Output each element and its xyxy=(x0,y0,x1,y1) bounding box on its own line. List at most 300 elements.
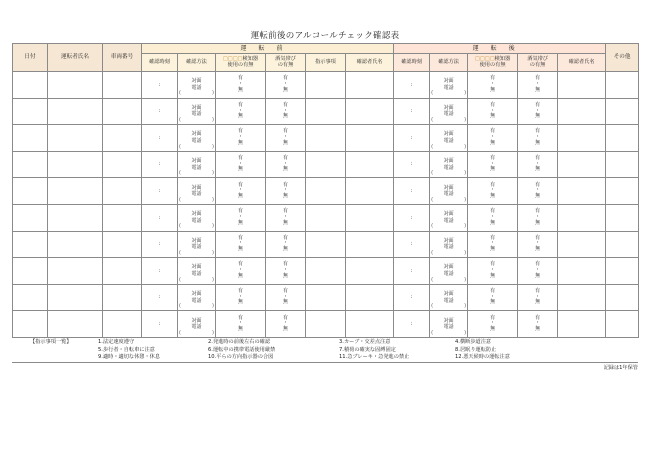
option-dot: ・ xyxy=(535,160,541,167)
alcohol-line1: 酒気帯び xyxy=(527,55,548,62)
after-time-cell[interactable] xyxy=(394,204,430,231)
paren-open: ( xyxy=(431,116,434,123)
yes-option: 有 xyxy=(490,314,496,321)
after-confirmer-cell[interactable] xyxy=(558,284,606,311)
after-confirmer-cell[interactable] xyxy=(558,72,606,99)
instruction-item: 1.法定速度遵守 xyxy=(98,339,135,345)
vehicle-no-cell[interactable] xyxy=(103,284,142,311)
before-time-cell[interactable] xyxy=(142,258,178,285)
paren-close: ) xyxy=(212,116,214,123)
instruction-item: 4.横断歩道注意 xyxy=(455,339,492,345)
option-dot: ・ xyxy=(490,267,496,274)
instructions-cell[interactable] xyxy=(306,258,346,285)
yes-option: 有 xyxy=(535,234,541,241)
yes-option: 有 xyxy=(237,261,243,268)
option-dot: ・ xyxy=(282,213,288,220)
paren-close: ) xyxy=(212,303,214,310)
method-in-person: 対面 xyxy=(443,264,454,271)
option-dot: ・ xyxy=(237,187,243,194)
paren-open: ( xyxy=(179,249,181,256)
instruction-item: 6.運転中の携帯電話使用厳禁 xyxy=(208,346,276,353)
after-method-cell[interactable] xyxy=(430,231,468,258)
no-option: 無 xyxy=(490,246,496,253)
before-time-cell[interactable] xyxy=(142,204,178,231)
method-in-person: 対面 xyxy=(443,78,454,85)
after-method-cell[interactable] xyxy=(430,204,468,231)
no-option: 無 xyxy=(490,86,496,93)
method-in-person: 対面 xyxy=(191,237,202,244)
after-detector-cell[interactable] xyxy=(468,204,518,231)
yes-option: 有 xyxy=(490,208,496,215)
yes-option: 有 xyxy=(282,234,288,241)
no-option: 無 xyxy=(535,86,541,93)
before-time-cell[interactable] xyxy=(142,151,178,178)
before-method-cell[interactable] xyxy=(178,258,216,285)
before-time-cell[interactable] xyxy=(142,98,178,125)
time-separator: : xyxy=(158,188,161,195)
other-cell[interactable] xyxy=(606,284,639,311)
time-separator: : xyxy=(158,241,161,248)
before-alcohol-cell[interactable] xyxy=(266,125,306,152)
before-time-cell[interactable] xyxy=(142,311,178,338)
after-detector-cell[interactable] xyxy=(468,178,518,205)
option-dot: ・ xyxy=(282,293,288,300)
before-confirmer-cell[interactable] xyxy=(346,284,394,311)
date-cell[interactable] xyxy=(13,151,48,178)
no-option: 無 xyxy=(535,193,541,200)
vehicle-no-cell[interactable] xyxy=(103,98,142,125)
driver-name-cell[interactable] xyxy=(48,284,103,311)
before-confirmer-cell[interactable] xyxy=(346,258,394,285)
no-option: 無 xyxy=(282,246,288,253)
paren-open: ( xyxy=(431,223,434,230)
after-time-cell[interactable] xyxy=(394,151,430,178)
other-cell[interactable] xyxy=(606,98,639,125)
header-before-alcohol xyxy=(266,54,306,72)
instructions-cell[interactable] xyxy=(306,311,346,338)
before-detector-cell[interactable] xyxy=(216,204,266,231)
before-confirmer-cell[interactable] xyxy=(346,204,394,231)
before-method-cell[interactable] xyxy=(178,284,216,311)
other-cell[interactable] xyxy=(606,204,639,231)
other-cell[interactable] xyxy=(606,125,639,152)
no-option: 無 xyxy=(535,219,541,226)
after-method-cell[interactable] xyxy=(430,284,468,311)
after-alcohol-cell[interactable] xyxy=(518,231,558,258)
driver-name-cell[interactable] xyxy=(48,178,103,205)
option-dot: ・ xyxy=(490,320,496,327)
after-time-cell[interactable] xyxy=(394,72,430,99)
method-phone: 電話 xyxy=(443,297,454,304)
no-option: 無 xyxy=(490,139,496,146)
yes-option: 有 xyxy=(282,287,288,294)
option-dot: ・ xyxy=(535,240,541,247)
yes-option: 有 xyxy=(282,154,288,161)
option-dot: ・ xyxy=(535,107,541,114)
after-detector-cell[interactable] xyxy=(468,98,518,125)
after-method-cell[interactable] xyxy=(430,178,468,205)
before-detector-cell[interactable] xyxy=(216,125,266,152)
no-option: 無 xyxy=(490,219,496,226)
instructions-cell[interactable] xyxy=(306,151,346,178)
instruction-item: 8.居眠り運転防止 xyxy=(455,346,497,353)
option-dot: ・ xyxy=(535,213,541,220)
yes-option: 有 xyxy=(490,234,496,241)
no-option: 無 xyxy=(237,113,243,120)
instructions-cell[interactable] xyxy=(306,72,346,99)
before-time-cell[interactable] xyxy=(142,72,178,99)
yes-option: 有 xyxy=(490,261,496,268)
yes-option: 有 xyxy=(490,287,496,294)
before-confirmer-cell[interactable] xyxy=(346,72,394,99)
paren-open: ( xyxy=(179,303,181,310)
method-in-person: 対面 xyxy=(443,104,454,111)
other-cell[interactable] xyxy=(606,311,639,338)
after-time-cell[interactable] xyxy=(394,125,430,152)
option-dot: ・ xyxy=(237,293,243,300)
time-separator: : xyxy=(158,214,161,221)
after-time-cell[interactable] xyxy=(394,258,430,285)
paren-open: ( xyxy=(179,116,181,123)
header-vehicle-no: 車両番号 xyxy=(103,44,142,72)
after-alcohol-cell[interactable] xyxy=(518,311,558,338)
after-time-cell[interactable] xyxy=(394,98,430,125)
paren-close: ) xyxy=(464,170,467,177)
date-cell[interactable] xyxy=(13,204,48,231)
method-in-person: 対面 xyxy=(443,317,454,324)
yes-option: 有 xyxy=(237,208,243,215)
yes-option: 有 xyxy=(237,234,243,241)
before-alcohol-cell[interactable] xyxy=(266,284,306,311)
yes-option: 有 xyxy=(535,75,541,82)
before-detector-cell[interactable] xyxy=(216,311,266,338)
option-dot: ・ xyxy=(237,80,243,87)
time-separator: : xyxy=(410,241,413,248)
before-method-cell[interactable] xyxy=(178,98,216,125)
date-cell[interactable] xyxy=(13,72,48,99)
date-cell[interactable] xyxy=(13,284,48,311)
paren-close: ) xyxy=(212,276,214,283)
method-in-person: 対面 xyxy=(191,78,202,85)
paren-open: ( xyxy=(179,329,181,336)
before-detector-cell[interactable] xyxy=(216,72,266,99)
no-option: 無 xyxy=(282,272,288,279)
method-in-person: 対面 xyxy=(191,291,202,298)
instruction-item: 12.悪天候時の運転注意 xyxy=(455,354,510,360)
yes-option: 有 xyxy=(282,181,288,188)
instructions-list-title: 【指示事項一覧】 xyxy=(30,339,72,345)
date-cell[interactable] xyxy=(13,231,48,258)
option-dot: ・ xyxy=(237,107,243,114)
driver-name-cell[interactable] xyxy=(48,258,103,285)
before-alcohol-cell[interactable] xyxy=(266,151,306,178)
vehicle-no-cell[interactable] xyxy=(103,204,142,231)
driver-name-cell[interactable] xyxy=(48,125,103,152)
before-method-cell[interactable] xyxy=(178,178,216,205)
after-confirmer-cell[interactable] xyxy=(558,311,606,338)
alcohol-line1: 酒気帯び xyxy=(275,55,296,62)
detector-prefix: □□□□ xyxy=(474,55,495,62)
before-time-cell[interactable] xyxy=(142,284,178,311)
table-row xyxy=(13,231,639,258)
after-method-cell[interactable] xyxy=(430,151,468,178)
header-after-method: 確認方法 xyxy=(430,54,468,72)
yes-option: 有 xyxy=(237,314,243,321)
instructions-cell[interactable] xyxy=(306,125,346,152)
option-dot: ・ xyxy=(282,107,288,114)
after-detector-cell[interactable] xyxy=(468,231,518,258)
option-dot: ・ xyxy=(282,134,288,141)
table-row xyxy=(13,151,639,178)
after-alcohol-cell[interactable] xyxy=(518,125,558,152)
after-method-cell[interactable] xyxy=(430,98,468,125)
after-method-cell[interactable] xyxy=(430,72,468,99)
after-confirmer-cell[interactable] xyxy=(558,98,606,125)
time-separator: : xyxy=(410,188,413,195)
before-detector-cell[interactable] xyxy=(216,231,266,258)
option-dot: ・ xyxy=(535,134,541,141)
no-option: 無 xyxy=(237,299,243,306)
method-in-person: 対面 xyxy=(443,184,454,191)
before-confirmer-cell[interactable] xyxy=(346,231,394,258)
method-phone: 電話 xyxy=(191,191,202,198)
no-option: 無 xyxy=(237,326,243,333)
driver-name-cell[interactable] xyxy=(48,72,103,99)
after-confirmer-cell[interactable] xyxy=(558,258,606,285)
after-detector-cell[interactable] xyxy=(468,258,518,285)
other-cell[interactable] xyxy=(606,178,639,205)
yes-option: 有 xyxy=(237,75,243,82)
option-dot: ・ xyxy=(237,160,243,167)
after-confirmer-cell[interactable] xyxy=(558,178,606,205)
option-dot: ・ xyxy=(490,213,496,220)
after-detector-cell[interactable] xyxy=(468,72,518,99)
yes-option: 有 xyxy=(282,75,288,82)
method-phone: 電話 xyxy=(443,191,454,198)
retention-note: 記録は1年保管 xyxy=(603,365,638,371)
instructions-cell[interactable] xyxy=(306,204,346,231)
instructions-cell[interactable] xyxy=(306,178,346,205)
before-confirmer-cell[interactable] xyxy=(346,98,394,125)
after-confirmer-cell[interactable] xyxy=(558,204,606,231)
date-cell[interactable] xyxy=(13,311,48,338)
driver-name-cell[interactable] xyxy=(48,151,103,178)
vehicle-no-cell[interactable] xyxy=(103,125,142,152)
before-method-cell[interactable] xyxy=(178,204,216,231)
paren-close: ) xyxy=(464,303,467,310)
driver-name-cell[interactable] xyxy=(48,231,103,258)
instructions-cell[interactable] xyxy=(306,284,346,311)
yes-option: 有 xyxy=(535,208,541,215)
method-phone: 電話 xyxy=(191,84,202,91)
after-alcohol-cell[interactable] xyxy=(518,98,558,125)
time-separator: : xyxy=(410,108,413,115)
before-alcohol-cell[interactable] xyxy=(266,98,306,125)
before-method-cell[interactable] xyxy=(178,125,216,152)
method-in-person: 対面 xyxy=(191,158,202,165)
method-in-person: 対面 xyxy=(191,184,202,191)
option-dot: ・ xyxy=(535,320,541,327)
before-confirmer-cell[interactable] xyxy=(346,151,394,178)
paren-close: ) xyxy=(212,249,214,256)
method-phone: 電話 xyxy=(191,270,202,277)
time-separator: : xyxy=(410,81,413,88)
yes-option: 有 xyxy=(490,128,496,135)
paren-close: ) xyxy=(212,90,214,97)
no-option: 無 xyxy=(535,113,541,120)
after-alcohol-cell[interactable] xyxy=(518,151,558,178)
paren-open: ( xyxy=(431,143,434,150)
instructions-cell[interactable] xyxy=(306,231,346,258)
table-row xyxy=(13,311,639,338)
option-dot: ・ xyxy=(535,267,541,274)
after-time-cell[interactable] xyxy=(394,311,430,338)
no-option: 無 xyxy=(237,219,243,226)
no-option: 無 xyxy=(282,139,288,146)
date-cell[interactable] xyxy=(13,98,48,125)
option-dot: ・ xyxy=(490,293,496,300)
before-detector-cell[interactable] xyxy=(216,258,266,285)
method-in-person: 対面 xyxy=(191,131,202,138)
vehicle-no-cell[interactable] xyxy=(103,311,142,338)
yes-option: 有 xyxy=(535,314,541,321)
after-time-cell[interactable] xyxy=(394,284,430,311)
before-alcohol-cell[interactable] xyxy=(266,72,306,99)
other-cell[interactable] xyxy=(606,258,639,285)
yes-option: 有 xyxy=(282,208,288,215)
instruction-item: 10.平らの方向指示器の合図 xyxy=(208,354,274,360)
driver-name-cell[interactable] xyxy=(48,311,103,338)
time-separator: : xyxy=(158,321,161,328)
method-in-person: 対面 xyxy=(191,211,202,218)
vehicle-no-cell[interactable] xyxy=(103,258,142,285)
before-confirmer-cell[interactable] xyxy=(346,125,394,152)
after-confirmer-cell[interactable] xyxy=(558,231,606,258)
table-row xyxy=(13,178,639,205)
vehicle-no-cell[interactable] xyxy=(103,231,142,258)
after-detector-cell[interactable] xyxy=(468,125,518,152)
driver-name-cell[interactable] xyxy=(48,98,103,125)
after-detector-cell[interactable] xyxy=(468,151,518,178)
no-option: 無 xyxy=(490,299,496,306)
before-alcohol-cell[interactable] xyxy=(266,231,306,258)
after-alcohol-cell[interactable] xyxy=(518,178,558,205)
before-time-cell[interactable] xyxy=(142,178,178,205)
bottom-divider xyxy=(12,362,638,363)
vehicle-no-cell[interactable] xyxy=(103,72,142,99)
no-option: 無 xyxy=(282,86,288,93)
date-cell[interactable] xyxy=(13,258,48,285)
before-alcohol-cell[interactable] xyxy=(266,204,306,231)
instruction-item: 5.歩行者・自転車に注意 xyxy=(98,346,155,353)
method-phone: 電話 xyxy=(191,244,202,251)
header-after-time: 確認時刻 xyxy=(394,54,430,72)
before-method-cell[interactable] xyxy=(178,311,216,338)
before-detector-cell[interactable] xyxy=(216,178,266,205)
before-alcohol-cell[interactable] xyxy=(266,258,306,285)
after-time-cell[interactable] xyxy=(394,178,430,205)
table-row xyxy=(13,284,639,311)
header-before-method: 確認方法 xyxy=(178,54,216,72)
method-phone: 電話 xyxy=(443,217,454,224)
before-time-cell[interactable] xyxy=(142,231,178,258)
after-confirmer-cell[interactable] xyxy=(558,125,606,152)
vehicle-no-cell[interactable] xyxy=(103,178,142,205)
paren-open: ( xyxy=(179,223,181,230)
after-confirmer-cell[interactable] xyxy=(558,151,606,178)
yes-option: 有 xyxy=(237,128,243,135)
before-alcohol-cell[interactable] xyxy=(266,311,306,338)
before-detector-cell[interactable] xyxy=(216,98,266,125)
paren-close: ) xyxy=(464,249,467,256)
paren-close: ) xyxy=(464,90,467,97)
after-method-cell[interactable] xyxy=(430,258,468,285)
date-cell[interactable] xyxy=(13,125,48,152)
header-before-detector xyxy=(216,54,266,72)
after-alcohol-cell[interactable] xyxy=(518,258,558,285)
option-dot: ・ xyxy=(490,160,496,167)
after-detector-cell[interactable] xyxy=(468,284,518,311)
alcohol-line2: の有無 xyxy=(529,61,546,68)
paren-close: ) xyxy=(464,223,467,230)
date-cell[interactable] xyxy=(13,178,48,205)
after-alcohol-cell[interactable] xyxy=(518,284,558,311)
other-cell[interactable] xyxy=(606,231,639,258)
before-method-cell[interactable] xyxy=(178,151,216,178)
after-method-cell[interactable] xyxy=(430,311,468,338)
other-cell[interactable] xyxy=(606,72,639,99)
instruction-item: 3.カーブ・交差点注意 xyxy=(339,339,391,345)
method-phone: 電話 xyxy=(191,164,202,171)
paren-open: ( xyxy=(179,90,181,97)
time-separator: : xyxy=(158,81,161,88)
after-alcohol-cell[interactable] xyxy=(518,72,558,99)
before-detector-cell[interactable] xyxy=(216,284,266,311)
header-before-time: 確認時刻 xyxy=(142,54,178,72)
yes-option: 有 xyxy=(535,181,541,188)
after-detector-cell[interactable] xyxy=(468,311,518,338)
driver-name-cell[interactable] xyxy=(48,204,103,231)
option-dot: ・ xyxy=(237,240,243,247)
after-time-cell[interactable] xyxy=(394,231,430,258)
header-before-confirmer: 確認者氏名 xyxy=(346,54,394,72)
vehicle-no-cell[interactable] xyxy=(103,151,142,178)
before-detector-cell[interactable] xyxy=(216,151,266,178)
option-dot: ・ xyxy=(535,187,541,194)
before-confirmer-cell[interactable] xyxy=(346,178,394,205)
before-confirmer-cell[interactable] xyxy=(346,311,394,338)
yes-option: 有 xyxy=(282,261,288,268)
other-cell[interactable] xyxy=(606,151,639,178)
alcohol-check-table xyxy=(12,43,639,338)
time-separator: : xyxy=(410,214,413,221)
before-alcohol-cell[interactable] xyxy=(266,178,306,205)
after-method-cell[interactable] xyxy=(430,125,468,152)
option-dot: ・ xyxy=(490,187,496,194)
before-method-cell[interactable] xyxy=(178,231,216,258)
option-dot: ・ xyxy=(282,80,288,87)
paren-open: ( xyxy=(179,196,181,203)
option-dot: ・ xyxy=(282,267,288,274)
instructions-cell[interactable] xyxy=(306,98,346,125)
before-method-cell[interactable] xyxy=(178,72,216,99)
option-dot: ・ xyxy=(237,134,243,141)
after-alcohol-cell[interactable] xyxy=(518,204,558,231)
header-after-alcohol xyxy=(518,54,558,72)
before-time-cell[interactable] xyxy=(142,125,178,152)
paren-close: ) xyxy=(464,116,467,123)
method-in-person: 対面 xyxy=(191,104,202,111)
